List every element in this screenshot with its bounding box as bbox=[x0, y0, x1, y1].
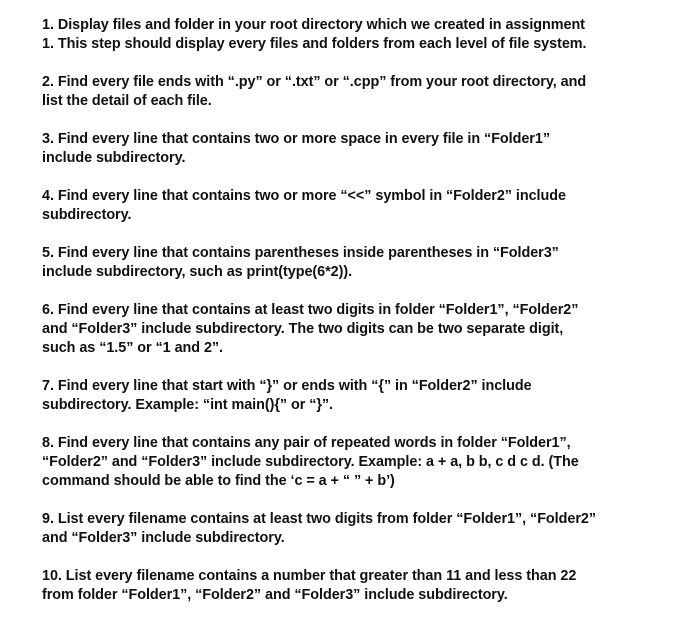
task-8-line-2: “Folder2” and “Folder3” include subdirectory. Example: a + a, b b, c d c d. (The bbox=[42, 454, 579, 470]
task-2-line-2: list the detail of each file. bbox=[42, 93, 212, 109]
task-10-line-1: 10. List every filename contains a number that greater than 11 and less than 22 bbox=[42, 568, 577, 584]
task-item-2 bbox=[42, 73, 694, 111]
task-1-line-1: 1. Display files and folder in your root directory which we created in assignment bbox=[42, 17, 585, 33]
task-7-line-2: subdirectory. Example: “int main(){” or “}”. bbox=[42, 397, 333, 413]
task-8-line-3: command should be able to find the ‘c = a + “ ” + b’) bbox=[42, 473, 395, 489]
task-item-6 bbox=[42, 301, 694, 358]
task-1-line-2: 1. This step should display every files and folders from each level of file system. bbox=[42, 36, 587, 52]
task-2-line-1: 2. Find every file ends with “.py” or “.txt” or “.cpp” from your root directory, and bbox=[42, 74, 587, 90]
task-item-9 bbox=[42, 510, 694, 548]
task-7-line-1: 7. Find every line that start with “}” or ends with “{” in “Folder2” include bbox=[42, 378, 532, 394]
task-4-line-1: 4. Find every line that contains two or more “<<” symbol in “Folder2” include bbox=[42, 188, 566, 204]
task-5-line-1: 5. Find every line that contains parentheses inside parentheses in “Folder3” bbox=[42, 245, 559, 261]
task-item-8 bbox=[42, 434, 694, 491]
task-10-line-2: from folder “Folder1”, “Folder2” and “Folder3” include subdirectory. bbox=[42, 587, 508, 603]
task-3-line-1: 3. Find every line that contains two or more space in every file in “Folder1” bbox=[42, 131, 550, 147]
assignment-document bbox=[42, 16, 694, 624]
task-6-line-1: 6. Find every line that contains at least two digits in folder “Folder1”, “Folder2” bbox=[42, 302, 579, 318]
task-9-line-2: and “Folder3” include subdirectory. bbox=[42, 530, 285, 546]
task-item-4 bbox=[42, 187, 694, 225]
task-item-3 bbox=[42, 130, 694, 168]
task-item-1 bbox=[42, 16, 694, 54]
task-5-line-2: include subdirectory, such as print(type(6*2)). bbox=[42, 264, 353, 280]
task-item-7 bbox=[42, 377, 694, 415]
task-3-line-2: include subdirectory. bbox=[42, 150, 186, 166]
task-6-line-2: and “Folder3” include subdirectory. The two digits can be two separate digit, bbox=[42, 321, 564, 337]
task-4-line-2: subdirectory. bbox=[42, 207, 132, 223]
task-item-5 bbox=[42, 244, 694, 282]
task-item-10 bbox=[42, 567, 694, 605]
task-8-line-1: 8. Find every line that contains any pair of repeated words in folder “Folder1”, bbox=[42, 435, 571, 451]
task-6-line-3: such as “1.5” or “1 and 2”. bbox=[42, 340, 223, 356]
task-9-line-1: 9. List every filename contains at least two digits from folder “Folder1”, “Folder2” bbox=[42, 511, 596, 527]
